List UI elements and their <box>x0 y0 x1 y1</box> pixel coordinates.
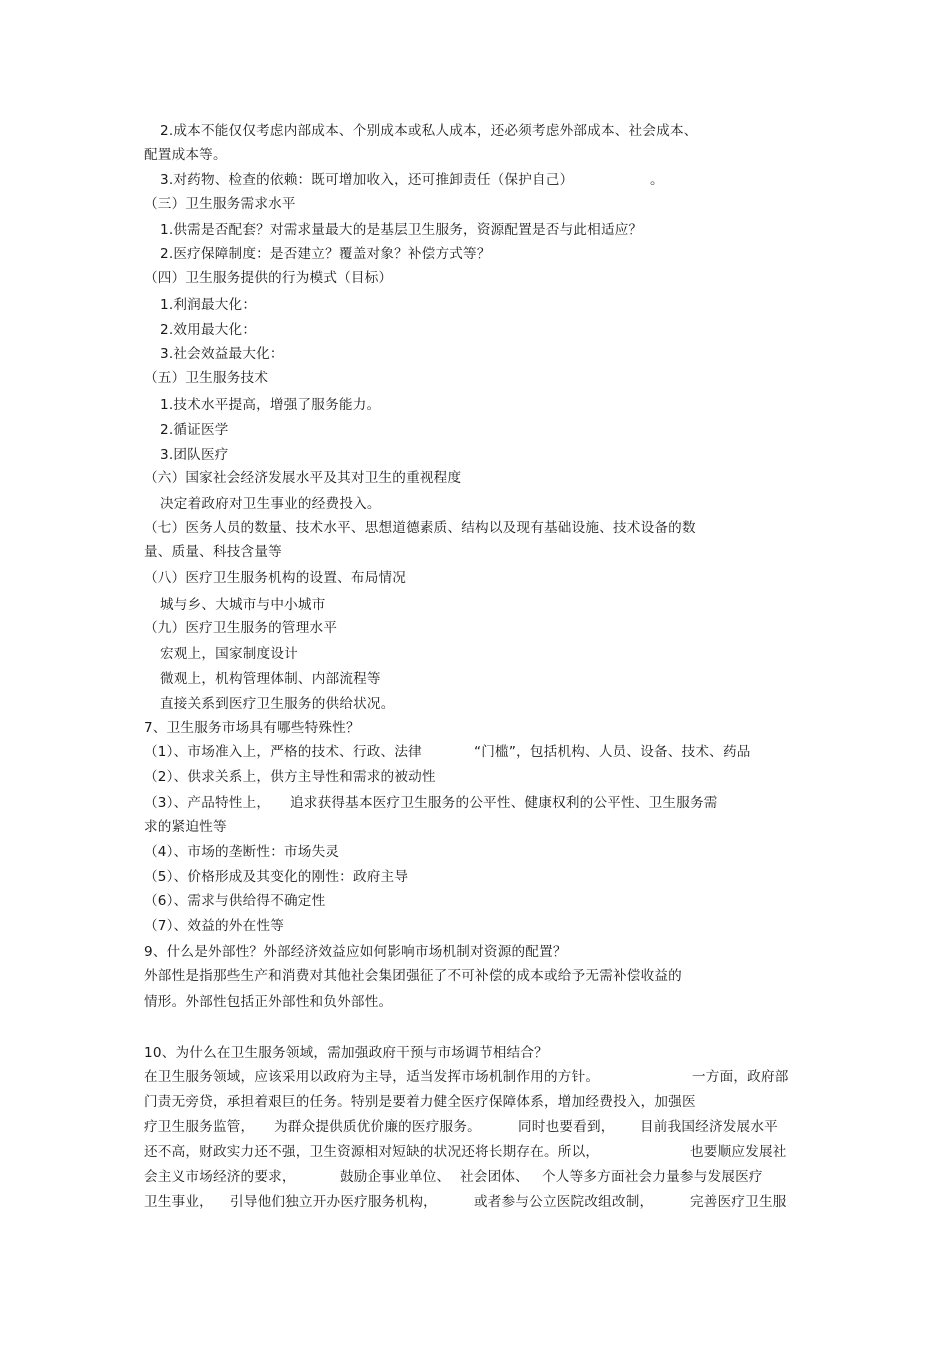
text-segment: “门槛”，包括机构、人员、设备、技术、药品 <box>474 744 751 760</box>
text-segment: 也要顺应发展社 <box>690 1144 787 1160</box>
text-segment: 引导他们独立开办医疗服务机构， <box>230 1194 437 1210</box>
text-segment: 目前我国经济发展水平 <box>640 1119 778 1135</box>
text-segment: 追求获得基本医疗卫生服务的公平性、健康权利的公平性、卫生服务需 <box>290 795 718 811</box>
text-segment: 。 <box>650 172 664 188</box>
text-segment: 在卫生服务领域，应该采用以政府为主导，适当发挥市场机制作用的方针。 <box>144 1069 600 1085</box>
text-line: 量、质量、科技含量等 <box>144 544 282 560</box>
text-line: 1.技术水平提高，增强了服务能力。 <box>160 397 381 413</box>
text-segment: 个人等多方面社会力量参与发展医疗 <box>542 1169 763 1185</box>
text-line: （4）、市场的垄断性：市场失灵 <box>144 844 340 860</box>
text-segment: 3.对药物、检查的依赖：既可增加收入，还可推卸责任（保护自己） <box>160 172 574 188</box>
text-segment: 会主义市场经济的要求， <box>144 1169 296 1185</box>
text-segment: 同时也要看到， <box>518 1119 615 1135</box>
text-line: 微观上，机构管理体制、内部流程等 <box>160 671 381 687</box>
text-segment: 卫生事业， <box>144 1194 213 1210</box>
text-segment: 或者参与公立医院改组改制， <box>474 1194 654 1210</box>
text-line: 3.团队医疗 <box>160 447 229 463</box>
text-line: （7）、效益的外在性等 <box>144 918 284 934</box>
section-heading: （七）医务人员的数量、技术水平、思想道德素质、结构以及现有基础设施、技术设备的数 <box>144 520 696 536</box>
text-segment: 为群众提供质优价廉的医疗服务。 <box>274 1119 481 1135</box>
question-heading: 10、为什么在卫生服务领域，需加强政府干预与市场调节相结合？ <box>144 1045 548 1061</box>
text-line: 3.社会效益最大化： <box>160 346 284 362</box>
section-heading: （六）国家社会经济发展水平及其对卫生的重视程度 <box>144 470 462 486</box>
text-segment: 一方面，政府部 <box>692 1069 789 1085</box>
section-heading: （五）卫生服务技术 <box>144 370 269 386</box>
text-segment: 社会团体、 <box>460 1169 529 1185</box>
text-line: 情形。外部性包括正外部性和负外部性。 <box>144 994 393 1010</box>
text-line: （6）、需求与供给得不确定性 <box>144 893 326 909</box>
text-line: 2.效用最大化： <box>160 322 257 338</box>
text-segment: （3）、产品特性上， <box>144 795 271 811</box>
text-line: 宏观上，国家制度设计 <box>160 646 298 662</box>
text-line: （5）、价格形成及其变化的刚性：政府主导 <box>144 869 409 885</box>
section-heading: （四）卫生服务提供的行为模式（目标） <box>144 270 393 286</box>
section-heading: （三）卫生服务需求水平 <box>144 196 296 212</box>
text-line: 决定着政府对卫生事业的经费投入。 <box>160 496 381 512</box>
text-line: 2.医疗保障制度：是否建立？覆盖对象？补偿方式等？ <box>160 246 491 262</box>
question-heading: 9、什么是外部性？外部经济效益应如何影响市场机制对资源的配置？ <box>144 944 567 960</box>
question-heading: 7、卫生服务市场具有哪些特殊性？ <box>144 720 360 736</box>
text-line: 1.供需是否配套？对需求量最大的是基层卫生服务，资源配置是否与此相适应？ <box>160 222 643 238</box>
text-line: 配置成本等。 <box>144 147 227 163</box>
text-segment: （1）、市场准入上，严格的技术、行政、法律 <box>144 744 422 760</box>
text-segment: 鼓励企事业单位、 <box>340 1169 451 1185</box>
text-line: 外部性是指那些生产和消费对其他社会集团强征了不可补偿的成本或给予无需补偿收益的 <box>144 968 682 984</box>
text-line: 直接关系到医疗卫生服务的供给状况。 <box>160 696 395 712</box>
text-line: 2.循证医学 <box>160 422 229 438</box>
text-segment: 疗卫生服务监管， <box>144 1119 255 1135</box>
text-segment: 还不高，财政实力还不强，卫生资源相对短缺的状况还将长期存在。所以， <box>144 1144 600 1160</box>
text-line: 求的紧迫性等 <box>144 819 227 835</box>
text-line: 门责无旁贷，承担着艰巨的任务。特别是要着力健全医疗保障体系，增加经费投入，加强医 <box>144 1094 696 1110</box>
text-line: （2）、供求关系上，供方主导性和需求的被动性 <box>144 769 436 785</box>
text-line: 1.利润最大化： <box>160 297 257 313</box>
text-line: 2.成本不能仅仅考虑内部成本、个别成本或私人成本，还必须考虑外部成本、社会成本、 <box>160 123 698 139</box>
section-heading: （八）医疗卫生服务机构的设置、布局情况 <box>144 570 407 586</box>
section-heading: （九）医疗卫生服务的管理水平 <box>144 620 338 636</box>
text-segment: 完善医疗卫生服 <box>690 1194 787 1210</box>
text-line: 城与乡、大城市与中小城市 <box>160 597 326 613</box>
